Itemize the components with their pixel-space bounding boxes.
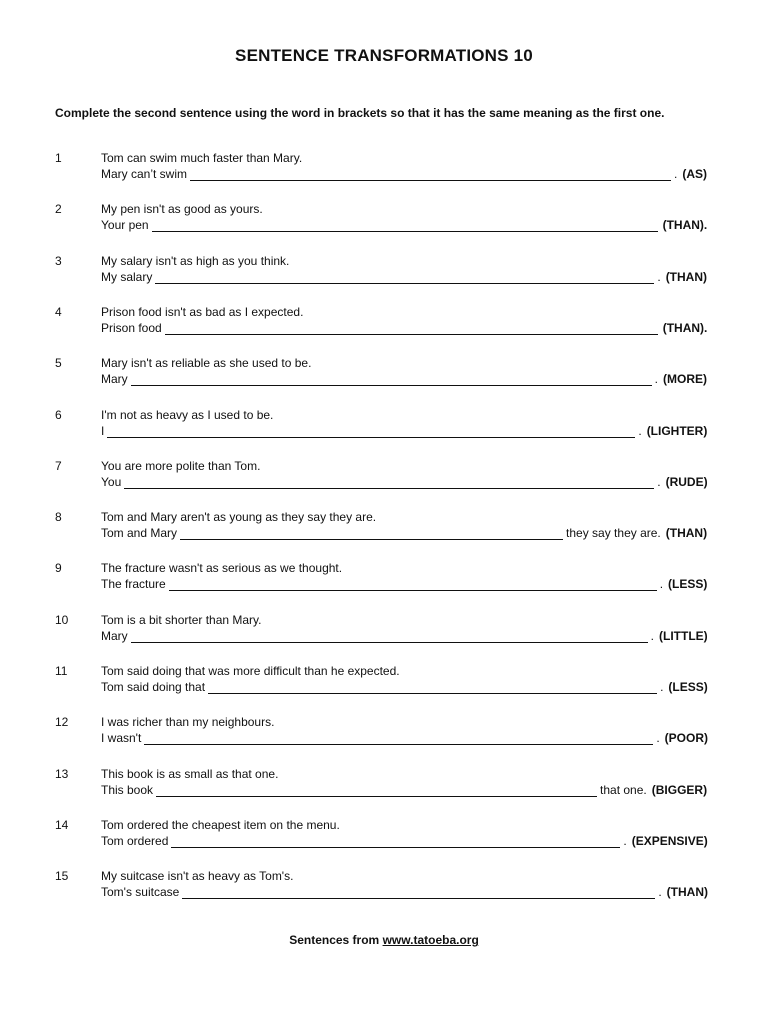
transformation-line bbox=[101, 629, 708, 643]
sentence-start: I bbox=[101, 424, 105, 438]
transformation-line bbox=[101, 167, 707, 181]
original-sentence: This book is as small as that one. bbox=[101, 767, 279, 781]
exercise-item bbox=[0, 613, 768, 653]
keyword: (LESS) bbox=[668, 577, 708, 591]
original-sentence: The fracture wasn't as serious as we thought. bbox=[101, 561, 343, 575]
sentence-start: Prison food bbox=[101, 321, 162, 335]
original-sentence: Tom is a bit shorter than Mary. bbox=[101, 613, 262, 627]
answer-blank[interactable] bbox=[155, 271, 654, 284]
answer-blank[interactable] bbox=[131, 630, 648, 643]
exercise-item bbox=[0, 767, 768, 807]
instructions: Complete the second sentence using the word in brackets so that it has the same meaning as the first one. bbox=[55, 106, 665, 120]
transformation-line bbox=[101, 475, 708, 489]
sentence-end: . bbox=[654, 372, 659, 386]
exercise-number: 4 bbox=[55, 305, 62, 319]
transformation-line bbox=[101, 218, 707, 232]
exercise-number: 9 bbox=[55, 561, 62, 575]
answer-blank[interactable] bbox=[208, 681, 657, 694]
keyword: (RUDE) bbox=[665, 475, 708, 489]
original-sentence: Tom and Mary aren't as young as they say they are. bbox=[101, 510, 377, 524]
footer-prefix: Sentences from bbox=[289, 933, 380, 947]
sentence-end: . bbox=[656, 731, 660, 745]
sentence-start: This book bbox=[101, 783, 154, 797]
exercise-item bbox=[0, 715, 768, 755]
original-sentence: Prison food isn't as bad as I expected. bbox=[101, 305, 304, 319]
sentence-start: Mary can’t swim bbox=[101, 167, 188, 181]
sentence-start: You bbox=[101, 475, 122, 489]
sentence-start: The fracture bbox=[101, 577, 166, 591]
keyword: (LESS) bbox=[668, 680, 708, 694]
exercise-item bbox=[0, 818, 768, 858]
exercise-number: 5 bbox=[55, 356, 62, 370]
exercise-number: 11 bbox=[55, 664, 68, 678]
answer-blank[interactable] bbox=[152, 219, 658, 232]
transformation-line bbox=[101, 424, 707, 438]
exercise-item bbox=[0, 510, 768, 550]
transformation-line bbox=[101, 885, 708, 899]
keyword: (MORE) bbox=[663, 372, 708, 386]
original-sentence: I'm not as heavy as I used to be. bbox=[101, 408, 274, 422]
exercise-number: 14 bbox=[55, 818, 69, 832]
exercise-item bbox=[0, 254, 768, 294]
keyword: (THAN) bbox=[665, 270, 708, 284]
keyword: (LIGHTER) bbox=[646, 424, 708, 438]
answer-blank[interactable] bbox=[169, 578, 657, 591]
sentence-end: . bbox=[623, 834, 627, 848]
transformation-line bbox=[101, 731, 708, 745]
sentence-start: Tom said doing that bbox=[101, 680, 206, 694]
keyword: (AS) bbox=[682, 167, 708, 181]
tatoeba-link[interactable]: www.tatoeba.org bbox=[382, 933, 479, 947]
answer-blank[interactable] bbox=[180, 527, 563, 540]
original-sentence: Tom can swim much faster than Mary. bbox=[101, 151, 303, 165]
sentence-end: . bbox=[674, 167, 678, 181]
exercise-number: 10 bbox=[55, 613, 69, 627]
keyword: (EXPENSIVE) bbox=[631, 834, 708, 848]
exercise-number: 6 bbox=[55, 408, 62, 422]
original-sentence: Tom said doing that was more difficult than he expected. bbox=[101, 664, 400, 678]
exercise-number: 15 bbox=[55, 869, 69, 883]
transformation-line bbox=[101, 783, 707, 797]
sentence-end: that one. bbox=[600, 783, 647, 797]
exercise-item bbox=[0, 664, 768, 704]
transformation-line bbox=[101, 321, 707, 335]
keyword: (THAN). bbox=[662, 321, 708, 335]
sentence-end: . bbox=[660, 680, 664, 694]
answer-blank[interactable] bbox=[124, 476, 654, 489]
exercise-item bbox=[0, 459, 768, 499]
answer-blank[interactable] bbox=[171, 835, 620, 848]
sentence-end: . bbox=[638, 424, 642, 438]
keyword: (THAN). bbox=[662, 218, 708, 232]
sentence-start: Tom and Mary bbox=[101, 526, 178, 540]
sentence-end: . bbox=[657, 270, 661, 284]
keyword: (THAN) bbox=[666, 885, 708, 899]
answer-blank[interactable] bbox=[190, 168, 671, 181]
exercise-item bbox=[0, 202, 768, 242]
sentence-start: Mary bbox=[101, 629, 128, 643]
original-sentence: Tom ordered the cheapest item on the menu. bbox=[101, 818, 340, 832]
sentence-start: I wasn't bbox=[101, 731, 142, 745]
transformation-line bbox=[101, 680, 708, 694]
footer bbox=[0, 933, 768, 947]
sentence-end: they say they are. bbox=[566, 526, 661, 540]
answer-blank[interactable] bbox=[131, 373, 652, 386]
keyword: (POOR) bbox=[664, 731, 708, 745]
transformation-line bbox=[101, 270, 707, 284]
original-sentence: I was richer than my neighbours. bbox=[101, 715, 275, 729]
exercise-item bbox=[0, 356, 768, 396]
exercise-item bbox=[0, 305, 768, 345]
exercise-number: 12 bbox=[55, 715, 69, 729]
transformation-line bbox=[101, 834, 708, 848]
sentence-start: Tom's suitcase bbox=[101, 885, 180, 899]
exercise-item bbox=[0, 869, 768, 909]
transformation-line bbox=[101, 577, 707, 591]
exercise-number: 8 bbox=[55, 510, 62, 524]
answer-blank[interactable] bbox=[165, 322, 658, 335]
original-sentence: My suitcase isn't as heavy as Tom's. bbox=[101, 869, 294, 883]
sentence-start: Tom ordered bbox=[101, 834, 169, 848]
sentence-start: Your pen bbox=[101, 218, 149, 232]
exercise-item bbox=[0, 151, 768, 191]
original-sentence: Mary isn't as reliable as she used to be. bbox=[101, 356, 312, 370]
sentence-end: . bbox=[659, 577, 664, 591]
sentence-start: Mary bbox=[101, 372, 128, 386]
transformation-line bbox=[101, 526, 707, 540]
answer-blank[interactable] bbox=[144, 732, 653, 745]
answer-blank[interactable] bbox=[182, 886, 655, 899]
exercise-number: 3 bbox=[55, 254, 62, 268]
transformation-line bbox=[101, 372, 707, 386]
exercise-number: 1 bbox=[55, 151, 62, 165]
keyword: (THAN) bbox=[665, 526, 708, 540]
original-sentence: You are more polite than Tom. bbox=[101, 459, 261, 473]
original-sentence: My salary isn't as high as you think. bbox=[101, 254, 290, 268]
exercise-item bbox=[0, 408, 768, 448]
sentence-end: . bbox=[650, 629, 655, 643]
exercise-number: 13 bbox=[55, 767, 69, 781]
sentence-end: . bbox=[658, 885, 662, 899]
keyword: (LITTLE) bbox=[659, 629, 708, 643]
exercise-number: 2 bbox=[55, 202, 62, 216]
sentence-start: My salary bbox=[101, 270, 153, 284]
original-sentence: My pen isn't as good as yours. bbox=[101, 202, 263, 216]
answer-blank[interactable] bbox=[156, 784, 597, 797]
answer-blank[interactable] bbox=[107, 425, 635, 438]
exercise-number: 7 bbox=[55, 459, 62, 473]
page-title: SENTENCE TRANSFORMATIONS 10 bbox=[235, 46, 533, 65]
keyword: (BIGGER) bbox=[651, 783, 708, 797]
exercise-item bbox=[0, 561, 768, 601]
sentence-end: . bbox=[657, 475, 661, 489]
